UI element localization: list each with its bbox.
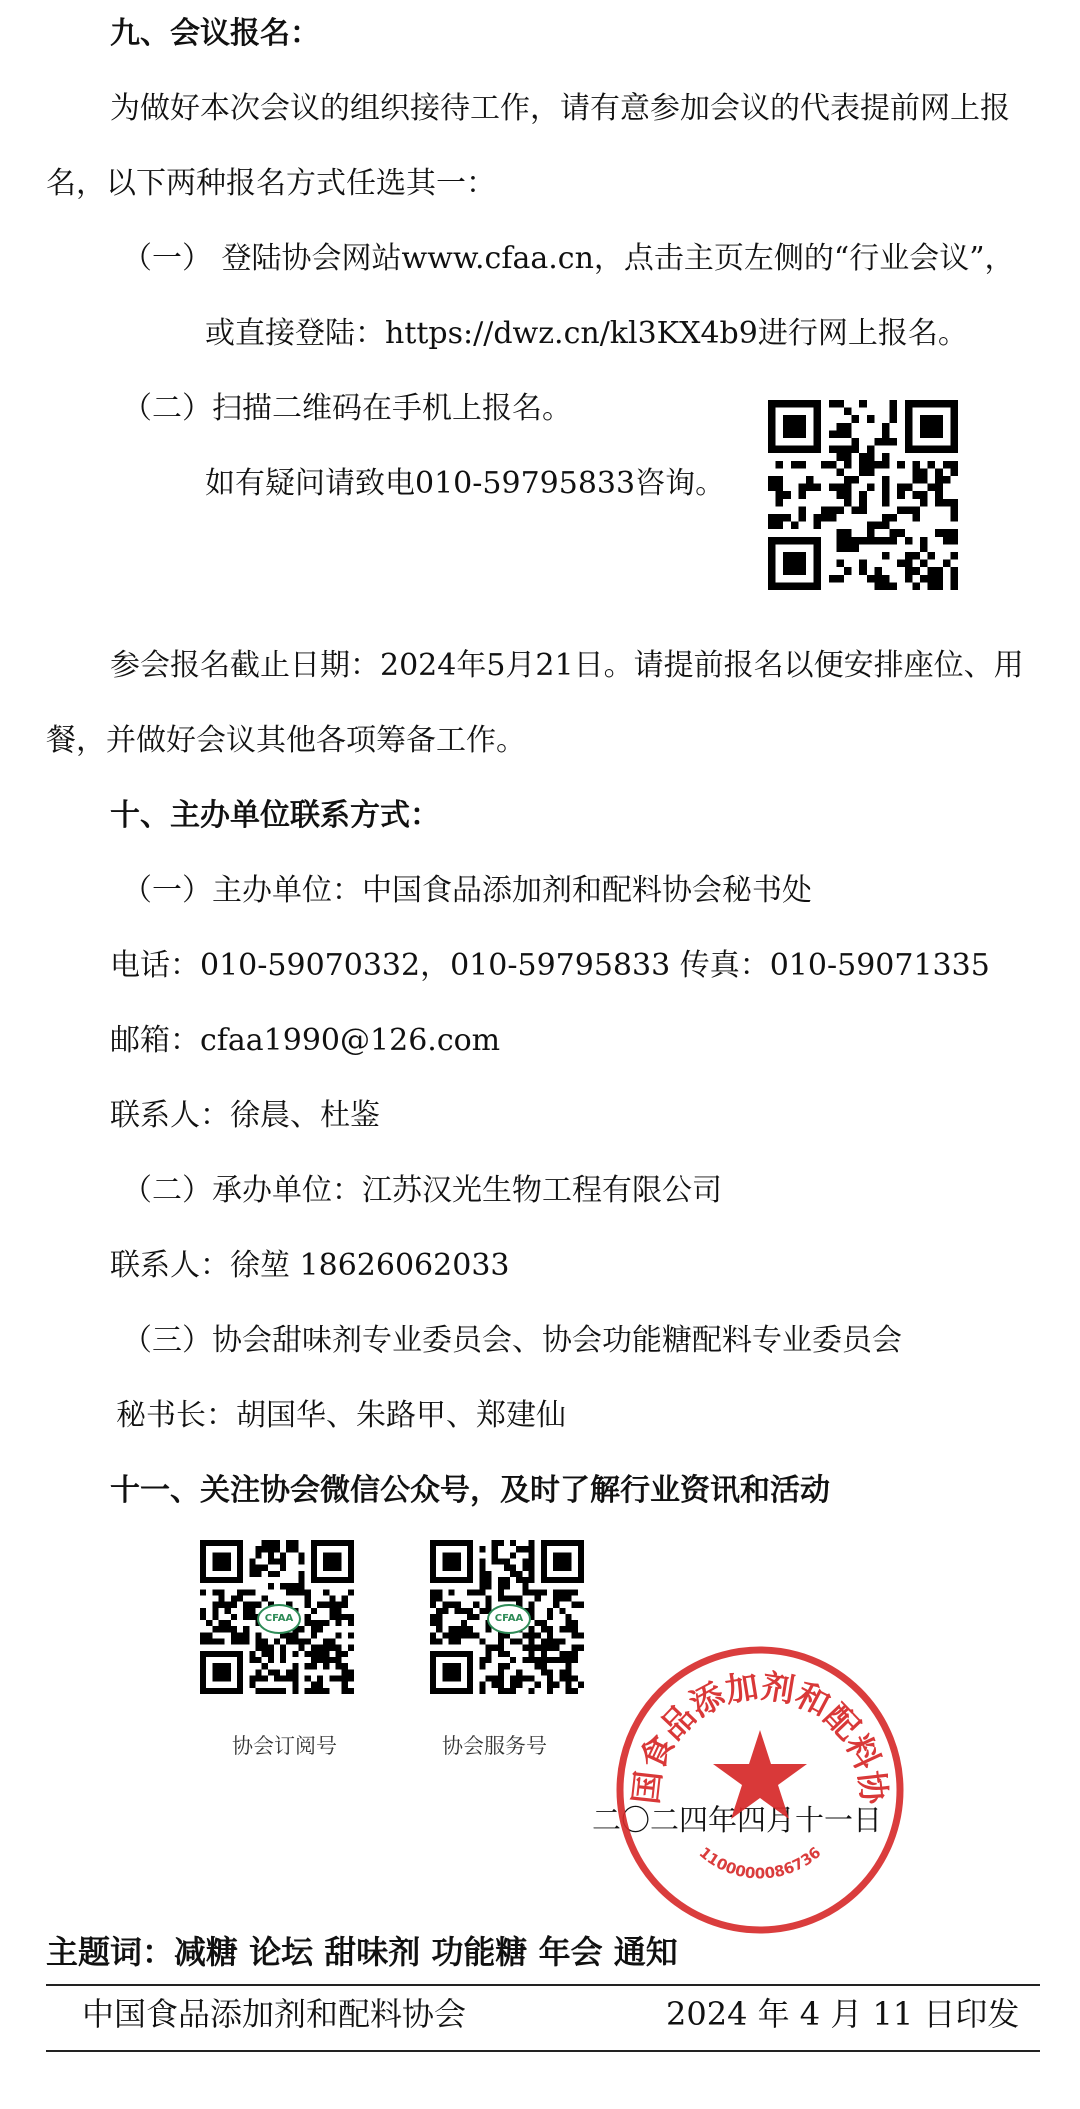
section-11-heading: 十一、关注协会微信公众号，及时了解行业资讯和活动 (110, 1473, 830, 1508)
host-unit: （一）主办单位：中国食品添加剂和配料协会秘书处 (122, 873, 812, 908)
organizer-unit: （二）承办单位：江苏汉光生物工程有限公司 (122, 1173, 722, 1208)
registration-option1-line2: 或直接登陆：https://dwz.cn/kl3KX4b9进行网上报名。 (205, 316, 968, 351)
consult-phone: 如有疑问请致电010-59795833咨询。 (205, 466, 726, 501)
footer-rule-top (46, 1984, 1040, 1986)
section-10-heading: 十、主办单位联系方式： (110, 798, 440, 833)
secretary-general: 秘书长：胡国华、朱路甲、郑建仙 (116, 1398, 566, 1433)
registration-intro-line2: 名，以下两种报名方式任选其一： (46, 166, 496, 201)
print-date: 2024 年 4 月 11 日印发 (666, 1995, 1020, 2033)
signoff-date: 二〇二四年四月十一日 (592, 1803, 883, 1837)
section-9-heading: 九、会议报名： (110, 16, 320, 51)
qr-service-caption: 协会服务号 (442, 1734, 547, 1758)
wechat-service-qr-code (430, 1540, 584, 1694)
organizer-contact: 联系人：徐堃 18626062033 (110, 1248, 510, 1283)
registration-option2: （二）扫描二维码在手机上报名。 (122, 391, 572, 426)
seal-star-icon (713, 1730, 807, 1819)
registration-option1-line1: （一） 登陆协会网站www.cfaa.cn，点击主页左侧的“行业会议”， (122, 241, 1015, 276)
deadline-line2: 餐，并做好会议其他各项筹备工作。 (46, 723, 526, 758)
qr-subscription-caption: 协会订阅号 (232, 1734, 337, 1758)
email: 邮箱：cfaa1990@126.com (110, 1023, 501, 1058)
official-seal (610, 1640, 910, 1940)
seal-code: 1100000086736 (695, 1843, 825, 1883)
wechat-subscription-qr-code (200, 1540, 354, 1694)
seal-top-text: 国食品添加剂和配料协 (625, 1666, 895, 1806)
host-contact: 联系人：徐晨、杜鉴 (110, 1098, 380, 1133)
phone-fax: 电话：010-59070332，010-59795833 传真：010-59071335 (110, 948, 990, 983)
cfaa-logo-icon: CFAA (257, 1604, 301, 1634)
committee: （三）协会甜味剂专业委员会、协会功能糖配料专业委员会 (122, 1323, 902, 1358)
footer-rule-bottom (46, 2050, 1040, 2052)
issuer: 中国食品添加剂和配料协会 (82, 1995, 467, 2033)
registration-qr-code (768, 400, 958, 590)
registration-intro-line1: 为做好本次会议的组织接待工作，请有意参加会议的代表提前网上报 (110, 91, 1010, 126)
deadline-line1: 参会报名截止日期：2024年5月21日。请提前报名以便安排座位、用 (110, 648, 1024, 683)
subject-keywords: 主题词：减糖 论坛 甜味剂 功能糖 年会 通知 (46, 1933, 678, 1971)
cfaa-logo-icon: CFAA (487, 1604, 531, 1634)
svg-text:1100000086736 (696, 1843, 825, 1882)
